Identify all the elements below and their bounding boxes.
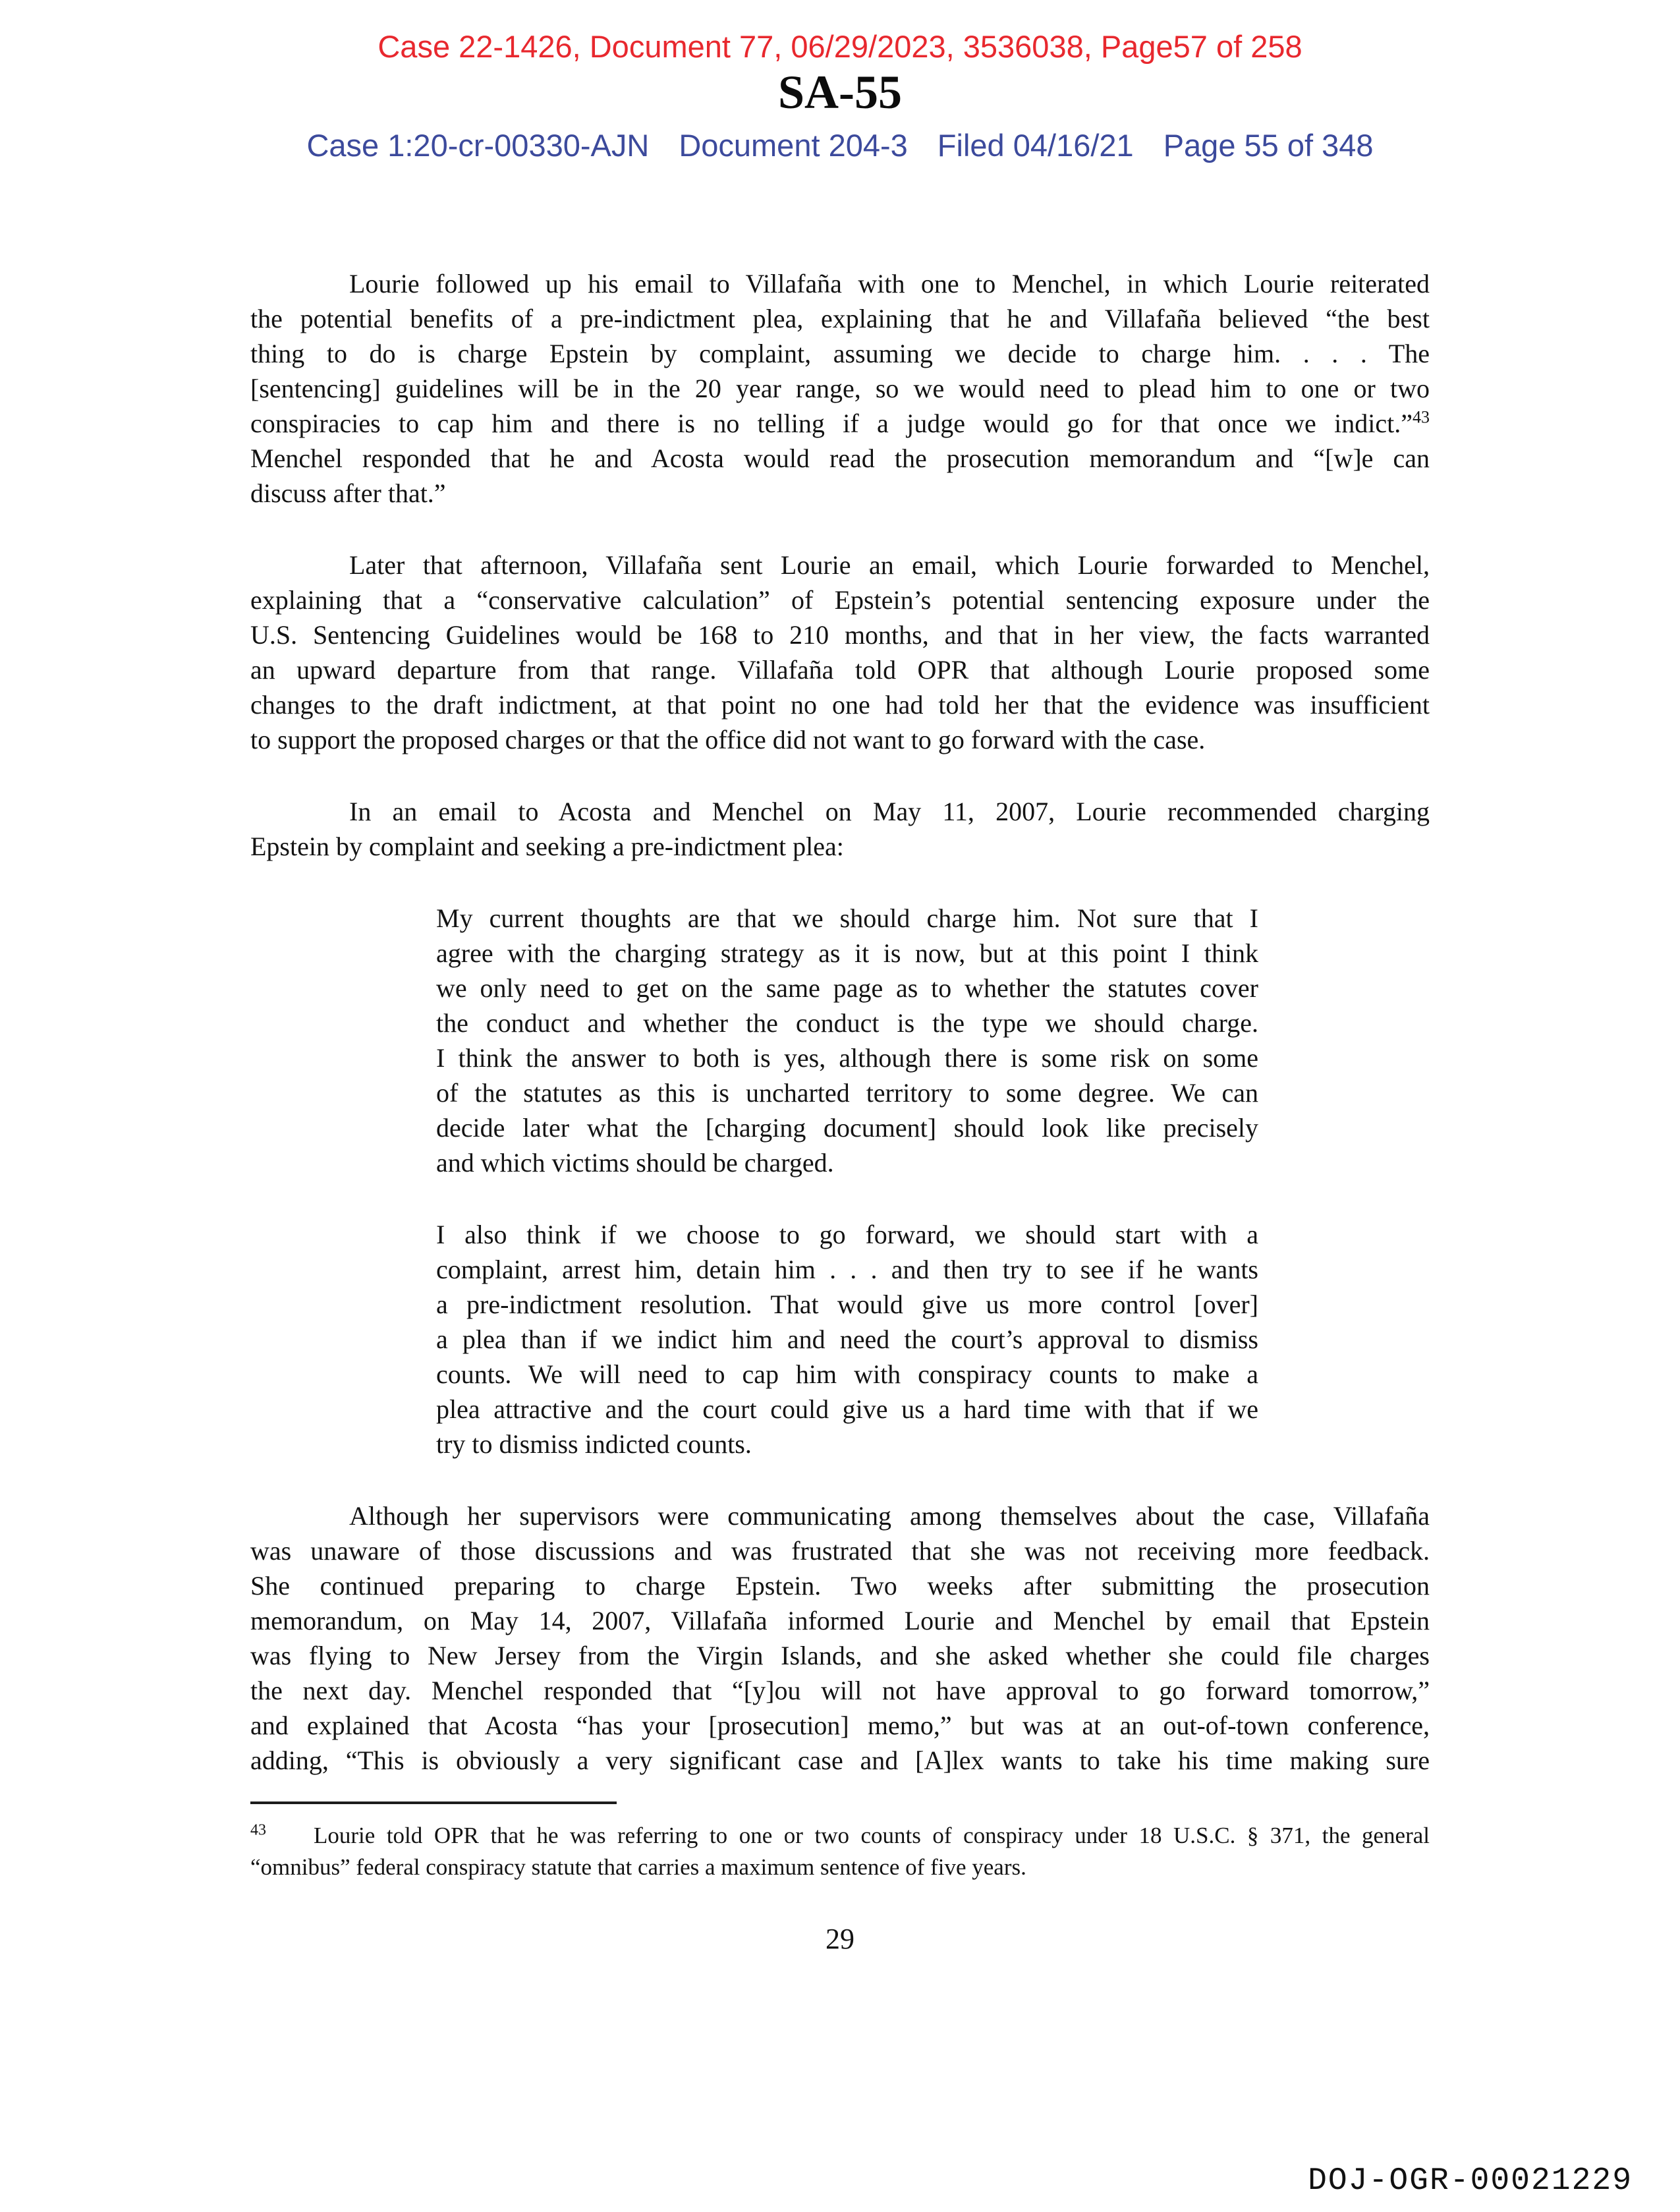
text-line: a plea than if we indict him and need the court’s approval to dismiss	[436, 1324, 1258, 1354]
text-line: counts. We will need to cap him with conspiracy counts to make a	[436, 1359, 1258, 1389]
district-stamp-case: Case 1:20-cr-00330-AJN	[306, 128, 650, 163]
text-line: of the statutes as this is uncharted territory to some degree. We can	[436, 1078, 1258, 1108]
footnote-text: Lourie told OPR that he was referring to one or two counts of conspiracy under 18 U.S.C. § 371, the general	[314, 1823, 1430, 1848]
appellate-case-stamp: Case 22-1426, Document 77, 06/29/2023, 3536038, Page57 of 258	[378, 29, 1302, 64]
text-line: U.S. Sentencing Guidelines would be 168 to 210 months, and that in her view, the facts warranted	[250, 620, 1430, 650]
district-stamp-page: Page 55 of 348	[1163, 128, 1374, 163]
text-line: agree with the charging strategy as it is now, but at this point I think	[436, 938, 1258, 968]
paragraph-2	[250, 548, 1430, 757]
footnote-reference-43: 43	[1413, 407, 1430, 427]
text-line: Lourie followed up his email to Villafaña with one to Menchel, in which Lourie reiterated	[349, 269, 1430, 298]
text-line: Although her supervisors were communicating among themselves about the case, Villafaña	[349, 1501, 1430, 1531]
footnote-separator	[250, 1801, 617, 1804]
text-line: adding, “This is obviously a very significant case and [A]lex wants to take his time making sure	[250, 1745, 1430, 1775]
text-line	[250, 406, 1430, 441]
appendix-page-label: SA-55	[777, 66, 902, 119]
page-header	[0, 0, 1680, 165]
text-line: changes to the draft indictment, at that point no one had told her that the evidence was insufficient	[250, 690, 1430, 720]
footnote-line: “omnibus” federal conspiracy statute that carries a maximum sentence of five years.	[250, 1854, 1026, 1880]
text-line: plea attractive and the court could give us a hard time with that if we	[436, 1394, 1258, 1424]
footnote-line	[250, 1820, 1430, 1852]
text-line: and explained that Acosta “has your [prosecution] memo,” but was at an out-of-town conference,	[250, 1711, 1430, 1740]
paragraph-4	[250, 1498, 1430, 1778]
text-line: explaining that a “conservative calculation” of Epstein’s potential sentencing exposure under the	[250, 585, 1430, 615]
block-quote-2	[436, 1217, 1258, 1461]
block-quote-1	[436, 901, 1258, 1180]
text-line: I think the answer to both is yes, although there is some risk on some	[436, 1043, 1258, 1073]
text-line: the next day. Menchel responded that “[y]ou will not have approval to go forward tomorrow,”	[250, 1676, 1430, 1705]
text-line: Menchel responded that he and Acosta would read the prosecution memorandum and “[w]e can	[250, 443, 1430, 473]
text-line: My current thoughts are that we should charge him. Not sure that I	[436, 903, 1258, 933]
text-line: decide later what the [charging document] should look like precisely	[436, 1113, 1258, 1143]
text-line: Later that afternoon, Villafaña sent Lourie an email, which Lourie forwarded to Menchel,	[349, 550, 1430, 580]
text-line: was unaware of those discussions and was frustrated that she was not receiving more feedback.	[250, 1536, 1430, 1566]
text-line: the potential benefits of a pre-indictment plea, explaining that he and Villafaña believed “the best	[250, 304, 1430, 333]
text-line: She continued preparing to charge Epstein. Two weeks after submitting the prosecution	[250, 1571, 1430, 1601]
text-line: In an email to Acosta and Menchel on May 11, 2007, Lourie recommended charging	[349, 797, 1430, 826]
footnote-43	[250, 1820, 1430, 1883]
text-line: memorandum, on May 14, 2007, Villafaña informed Lourie and Menchel by email that Epstein	[250, 1606, 1430, 1635]
district-stamp-document: Document 204-3	[679, 128, 908, 163]
page-number: 29	[826, 1923, 854, 1955]
text-line: complaint, arrest him, detain him . . . and then try to see if he wants	[436, 1255, 1258, 1284]
document-body	[250, 266, 1430, 1956]
bates-number: DOJ-OGR-00021229	[1308, 2163, 1633, 2199]
text-line: discuss after that.”	[250, 478, 446, 508]
text-line: try to dismiss indicted counts.	[436, 1429, 752, 1459]
district-stamp-filed: Filed 04/16/21	[937, 128, 1134, 163]
text-line: we only need to get on the same page as to whether the statutes cover	[436, 973, 1258, 1003]
text-line: Epstein by complaint and seeking a pre-indictment plea:	[250, 832, 844, 861]
text-line: I also think if we choose to go forward, we should start with a	[436, 1220, 1258, 1249]
paragraph-1	[250, 266, 1430, 511]
text-line: and which victims should be charged.	[436, 1148, 834, 1177]
text-line: an upward departure from that range. Villafaña told OPR that although Lourie proposed some	[250, 655, 1430, 685]
text-line: thing to do is charge Epstein by complaint, assuming we decide to charge him. . . . The	[250, 339, 1430, 368]
district-case-stamp	[0, 127, 1680, 165]
text-line: [sentencing] guidelines will be in the 20 year range, so we would need to plead him to one or two	[250, 374, 1430, 403]
text-line: to support the proposed charges or that the office did not want to go forward with the case.	[250, 725, 1206, 754]
text-line: a pre-indictment resolution. That would give us more control [over]	[436, 1290, 1258, 1319]
paragraph-3	[250, 794, 1430, 864]
text-segment: conspiracies to cap him and there is no telling if a judge would go for that once we indict.”	[250, 409, 1413, 438]
text-line: was flying to New Jersey from the Virgin Islands, and she asked whether she could file charges	[250, 1641, 1430, 1670]
text-line: the conduct and whether the conduct is the type we should charge.	[436, 1008, 1258, 1038]
footnote-number: 43	[250, 1821, 266, 1839]
